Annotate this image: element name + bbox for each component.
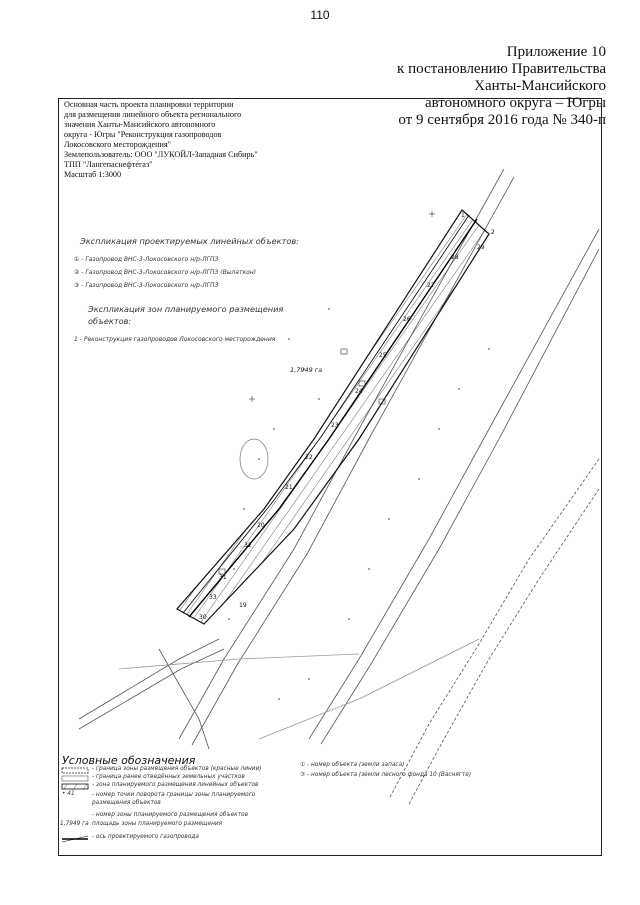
point-label: 32 [244, 542, 252, 549]
object-text: - Газопровод ВНС-3-Локосовского н/р-ЛГПЗ (Вылаткон) [81, 269, 257, 276]
zones-title-2: объектов: [88, 316, 132, 326]
linear-object-item [74, 256, 218, 263]
stamp-line: для размещения линейного объекта регионального [64, 110, 242, 119]
legend-text: - номер объекта (земли запаса) [307, 762, 405, 768]
legend-text: - номер объекта (земли лесного фонда 10 (Васнягте) [307, 772, 472, 778]
point-label: 20 [257, 522, 265, 529]
point-label: 26 [403, 316, 411, 323]
object-marker: ③ [74, 282, 80, 289]
point-label: 25 [379, 352, 387, 359]
point-label: 23 [331, 422, 339, 429]
stamp-line: ТПП "Лангепаснефтегаз" [64, 160, 153, 169]
object-marker: ① [74, 256, 80, 263]
area-label: 1,7949 га [290, 366, 323, 374]
zone-text: - Реконструкция газопроводов Локосовского месторождения [79, 336, 276, 343]
stamp-line: округа - Югры "Реконструкция газопроводов [64, 130, 222, 139]
title-stamp [64, 100, 304, 180]
stamp-line: Землепользователь: ООО "ЛУКОЙЛ-Западная Сибирь" [64, 150, 258, 159]
legend-area-symbol: 1,7949 га [60, 821, 89, 827]
legend-item: - зона планируемого размещения линейных объектов [92, 782, 259, 788]
object-text: - Газопровод ВНС-3-Локосовского н/р-ЛГПЗ [81, 256, 219, 263]
legend-item: - номер точки поворота границы зоны планируемого [92, 792, 256, 798]
legend-item: - ось проектируемого газопровода [92, 834, 199, 840]
planning-map [59, 99, 601, 855]
legend-right-item [300, 762, 404, 768]
zone-marker: 1 [74, 336, 78, 343]
point-label: 29 [477, 244, 485, 251]
point-label: 27 [427, 282, 435, 289]
point-label: 24 [355, 388, 363, 395]
zone-item [74, 336, 275, 343]
point-label: 33 [209, 594, 217, 601]
point-label: 19 [239, 602, 247, 609]
point-label: 1 [461, 212, 465, 219]
object-text: - Газопровод ВНС-3-Локосовского н/р-ЛГПЗ [81, 282, 219, 289]
legend-symbols [60, 766, 90, 846]
appendix-line-3: Ханты-Мансийского [474, 78, 606, 94]
pond-outline [240, 439, 268, 479]
legend-marker: ③ [300, 772, 306, 778]
linear-object-item [74, 269, 256, 276]
legend-item: - номер зоны планируемого размещения объектов [92, 812, 249, 818]
stamp-line: Основная часть проекта планировки территории [64, 100, 234, 109]
legend-item: размещения объектов [92, 800, 161, 806]
point-label: 30 [199, 614, 207, 621]
stamp-line: Масштаб 1:3000 [64, 170, 122, 179]
object-marker: ② [74, 269, 80, 276]
point-label: 22 [305, 454, 313, 461]
legend-title: Условные обозначения [62, 754, 196, 767]
point-label: 21 [285, 484, 293, 491]
legend-item: площадь зоны планируемого размещения [92, 821, 223, 827]
legend-item: - граница зоны размещения объектов (красные линии) [92, 766, 262, 772]
page-number: 110 [310, 8, 330, 22]
stamp-line: значения Ханты-Мансийского автономного [64, 120, 216, 129]
legend-marker: ① [300, 762, 306, 768]
appendix-line-2: к постановлению Правительства [397, 61, 606, 77]
legend-point-symbol: • 41 [62, 791, 75, 797]
appendix-line-5: от 9 сентября 2016 года № 340-п [398, 112, 606, 128]
appendix-line-4: автономного округа – Югры [424, 95, 606, 111]
linear-object-item [74, 282, 218, 289]
point-label: 31 [219, 574, 227, 581]
legend-item: - граница ранее отведённых земельных участков [92, 774, 245, 780]
appendix-line-1: Приложение 10 [506, 44, 606, 60]
roads [79, 169, 599, 804]
zones-title-1: Экспликация зон планируемого размещения [88, 304, 284, 314]
linear-objects-title: Экспликация проектируемых линейных объектов: [80, 236, 299, 246]
point-label: 28 [451, 254, 459, 261]
legend-right-item [300, 772, 471, 778]
stamp-line: Локосовского месторождения" [64, 140, 171, 149]
point-label: 2 [491, 229, 495, 236]
